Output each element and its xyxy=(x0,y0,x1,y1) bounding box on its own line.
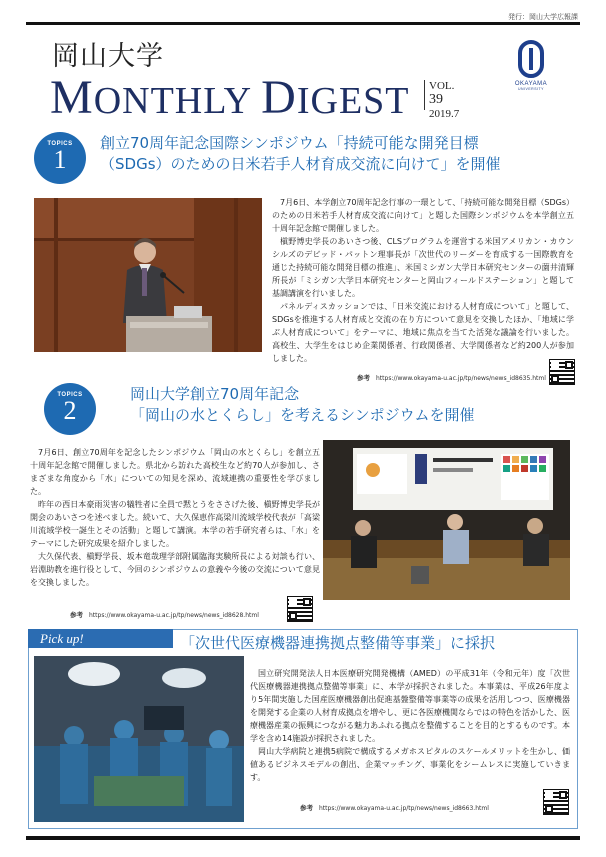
topic2-qr-code xyxy=(287,596,313,622)
masthead-title-jp: 岡山大学 xyxy=(52,41,164,72)
pickup-body: 国立研究開発法人日本医療研究開発機構（AMED）の平成31年（令和元年）度「次世代医療機器連携拠点整備等事業」に、本学が採択されました。本事業は、平成26年度より5年間実施した国産医療機器創出促進基盤整備等事業等の成果を活用しつつ、医療機器を開発する企業の人材育成拠点を増やし、更に各医療機関ならではの特色を活かした、医療機器産業の振興につながる魅力あふれる拠点を整備することを目的とするものです。本学を含め14施設が採択されました。 岡山大学病院と連携5病院で構成するメガホスピタルのスケールメリットを生かし、価値あるビジネスモデルの創出、企業マッチング、事業化をシームレスに実施していきます。 xyxy=(250,669,570,782)
topic1-qr-code xyxy=(549,359,575,385)
pickup-reference-url[interactable]: https://www.okayama-u.ac.jp/tp/news/news_id8663.html xyxy=(319,805,489,812)
topic2-badge: TOPICS 2 xyxy=(44,383,96,435)
top-rule xyxy=(26,22,580,25)
logo-subtitle: UNIVERSITY xyxy=(517,87,544,91)
volume-box xyxy=(424,80,468,120)
topic2-title: 岡山大学創立70周年記念 「岡山の水とくらし」を考えるシンポジウムを開催 xyxy=(130,385,475,424)
logo-name: OKAYAMA xyxy=(514,81,548,87)
topic2-body: 7月6日、創立70周年を記念したシンポジウム「岡山の水とくらし」を創立五十周年記念館で開催しました。県北から訪れた高校生など約70人が参加し、さまざまな角度から「水」についての知見を深め、流域連携の重要性を学びました。 昨年の西日本豪雨災害の犠牲者に全員で黙とうをささげた後、槇野博史学長が開会のあいさつを述べました。続いて、大久保恵作高梁川流域学校代表が「高梁川流域学校一誕生とその活動」と題して講演。本学の若手研究者らは、「水」をテーマにした研究成果を紹介しました。 大久保代表、槇野学長、坂本竜哉理学部附属臨海実験所長による対談も行い、岩淵助教を進行役として、今回のシンポジウムの意義や今後の交流について意見を交換しました。 xyxy=(30,448,320,587)
topic1-body: 7月6日、本学創立70周年記念行事の一環として、「持続可能な開発目標（SDGs）のための日米若手人材育成交流に向けて」と題した国際シンポジウムを本学創立五十周年記念館で開催しました。 槇野博史学長のあいさつ後、CLSプログラムを運営する米国アメリカン・カウンシルズのデビッド・パットン理事長が「次世代のリーダーを育成する一国際教育を通じた持続可能な開発目標の推進」、米国ミシガン大学日本研究センターの薗井清輝所長が「ミシガン大学日本研究センターと岡山フィールドステーション」と題して基調講演を行いました。 パネルディスカッションでは、「日米交流における人材育成について」と題して、SDGsを推進する人材育成と交流の在り方について意見を交換したほか、「地域に学ぶ人材育成について」をテーマに、地域に焦点を当てた活発な議論を行いました。高校生、大学生をはじめ企業関係者、行政関係者、大学関係者など約200人が参加しました。 xyxy=(272,198,574,363)
publisher-note: 発行：岡山大学広報課 xyxy=(508,13,578,21)
bottom-rule xyxy=(26,836,580,840)
topic2-reference: 参考 https://www.okayama-u.ac.jp/tp/news/news_id8628.html xyxy=(70,611,259,619)
pickup-photo-surgery xyxy=(34,656,244,822)
masthead-title-en: MONTHLY DIGEST xyxy=(50,71,410,124)
topic1-reference: 参考 https://www.okayama-u.ac.jp/tp/news/news_id8635.html xyxy=(357,374,546,382)
pickup-title: 「次世代医療機器連携拠点整備等事業」に採択 xyxy=(180,634,496,652)
volume-number: VOL. 39 xyxy=(429,80,455,107)
topic2-photo-panel xyxy=(323,440,570,600)
topic2-reference-url[interactable]: https://www.okayama-u.ac.jp/tp/news/news_id8628.html xyxy=(89,612,259,619)
topic1-badge: TOPICS 1 xyxy=(34,132,86,184)
topic1-title: 創立70周年記念国際シンポジウム「持続可能な開発目標 （SDGs）のための日米若手人材育成交流に向けて」を開催 xyxy=(100,134,501,173)
pickup-label: Pick up! xyxy=(28,629,173,648)
topic1-reference-url[interactable]: https://www.okayama-u.ac.jp/tp/news/news_id8635.html xyxy=(376,375,546,382)
university-logo xyxy=(505,40,557,91)
topic1-photo-speaker xyxy=(34,198,262,352)
pickup-qr-code xyxy=(543,789,569,815)
pickup-reference: 参考 https://www.okayama-u.ac.jp/tp/news/news_id8663.html xyxy=(300,804,489,812)
okayama-logo-icon xyxy=(518,40,544,78)
issue-date: 2019.7 xyxy=(429,108,460,120)
